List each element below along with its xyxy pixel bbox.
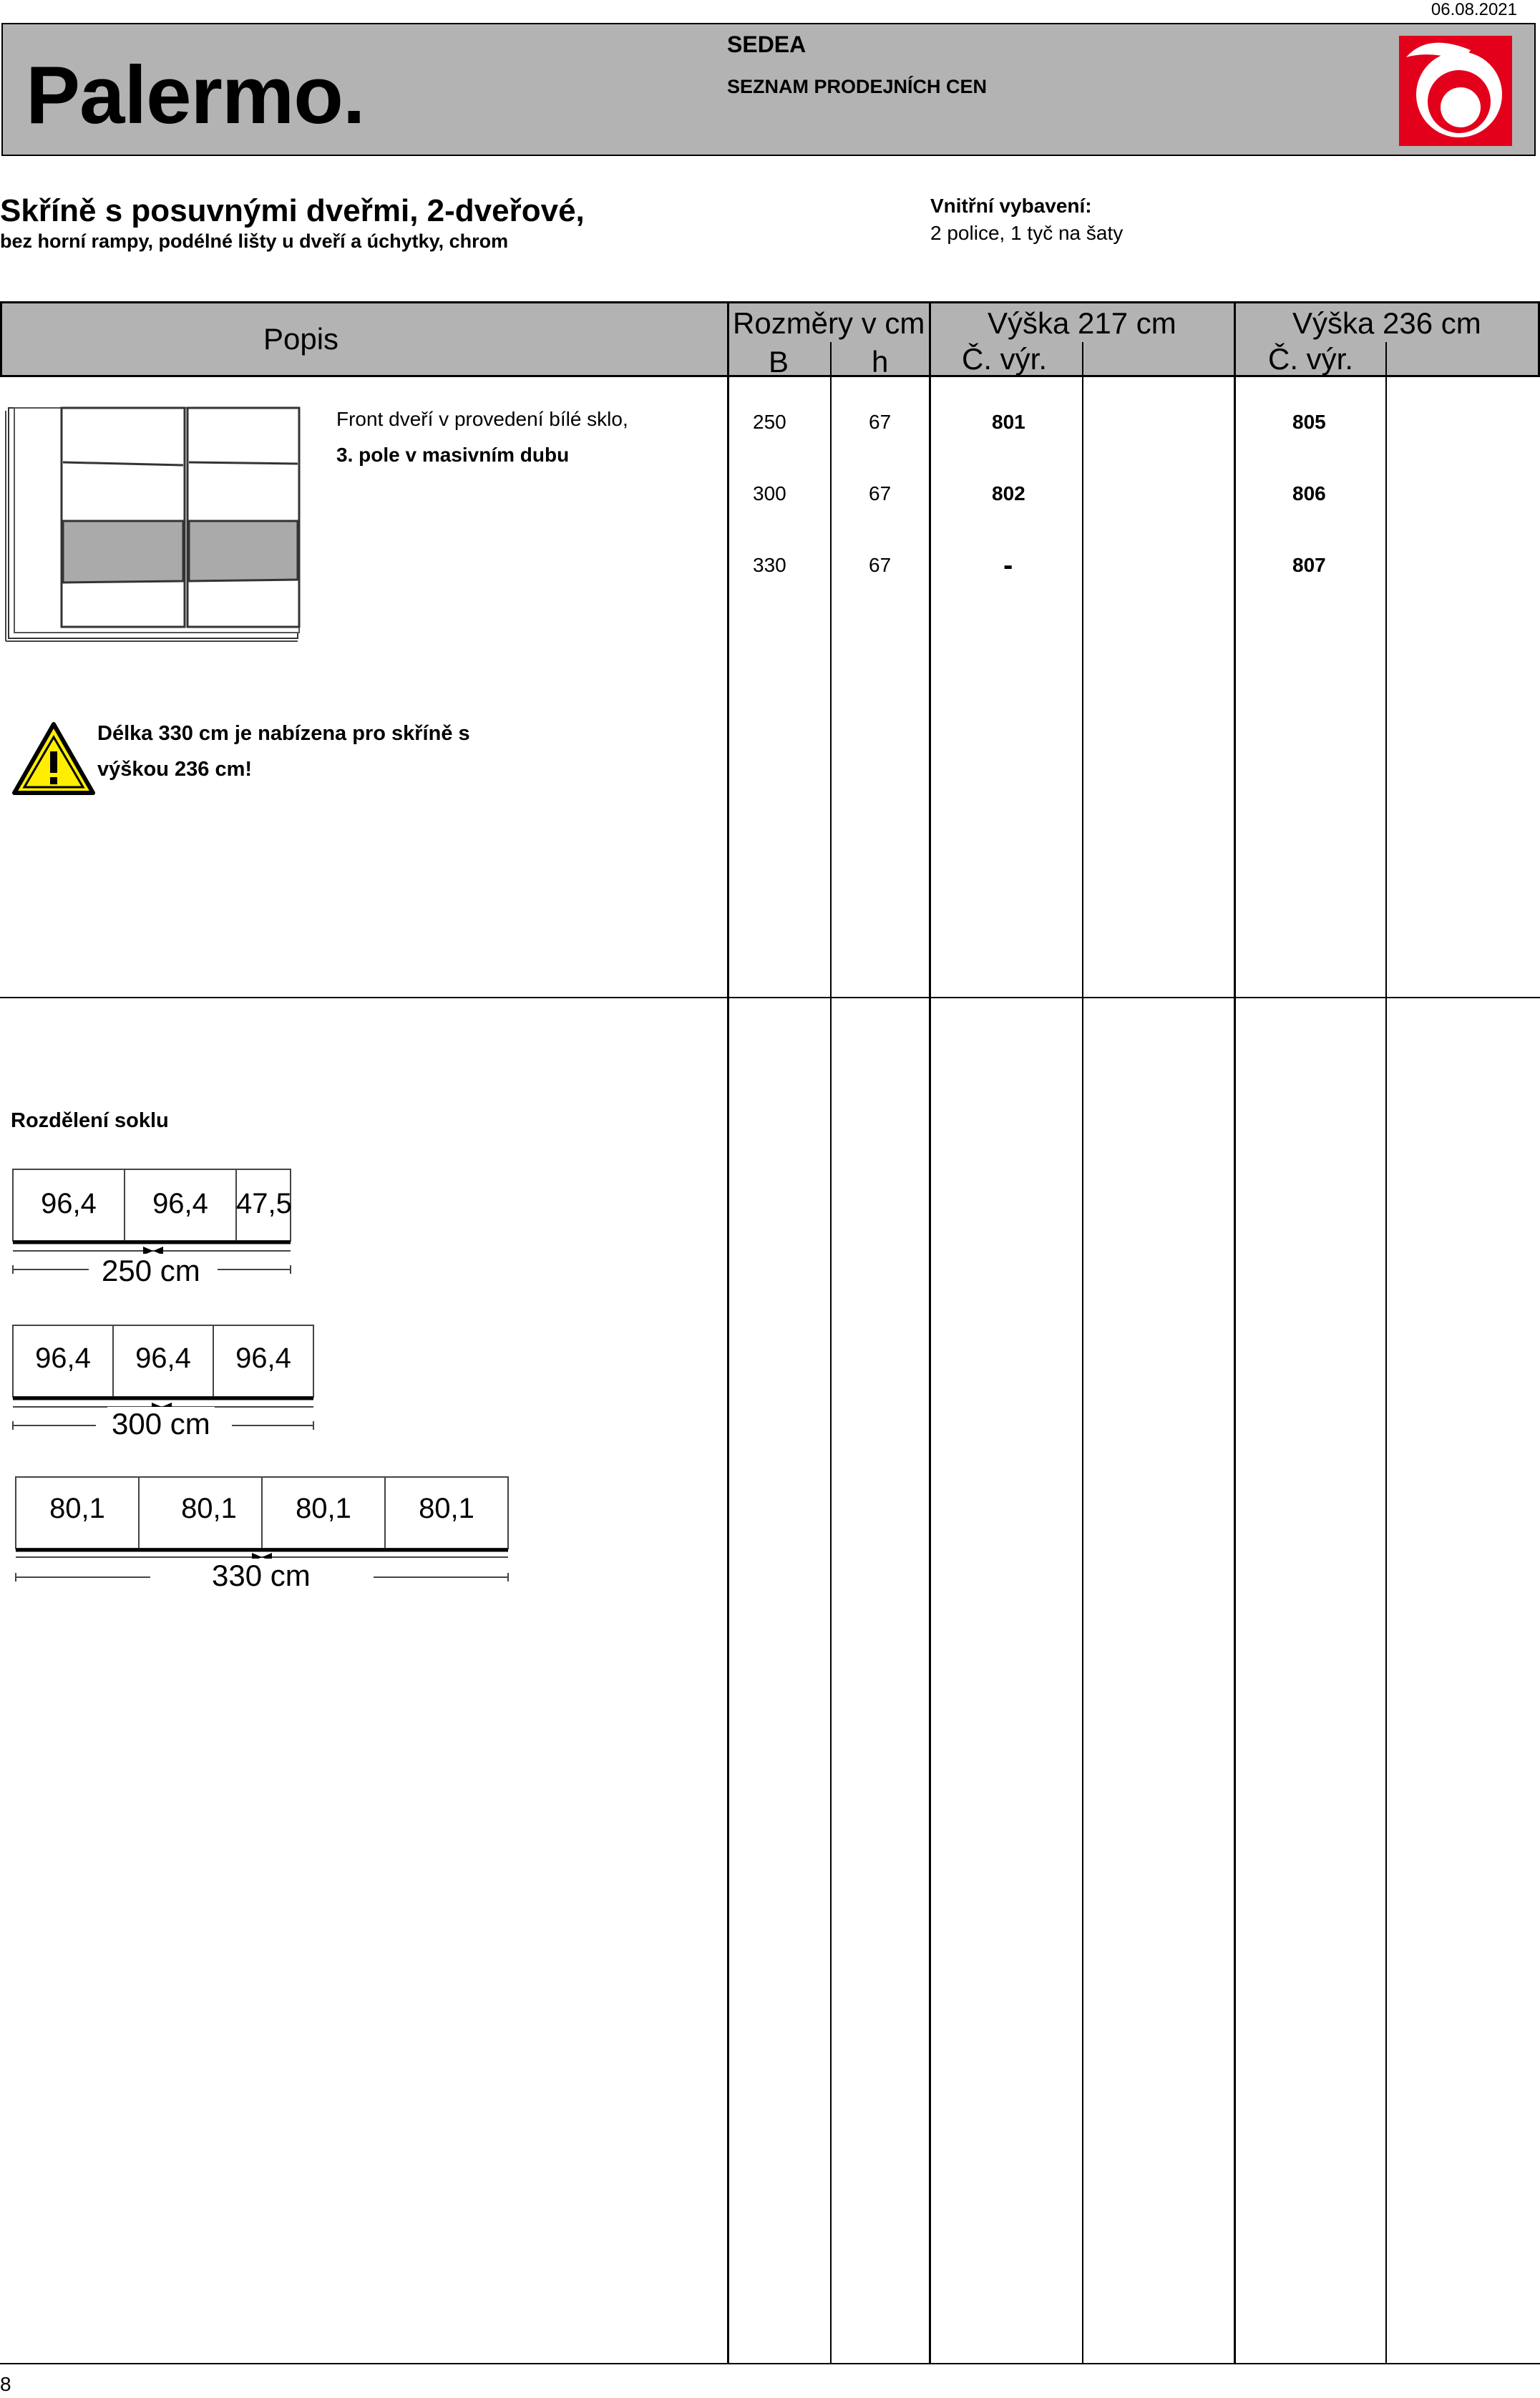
- col-divider-desc: [727, 301, 729, 2364]
- plinth-segment: 96,4: [152, 1188, 208, 1219]
- plinth-segment: 96,4: [35, 1342, 91, 1374]
- plinth-segment: 96,4: [41, 1188, 97, 1219]
- product-title: Skříně s posuvnými dveřmi, 2-dveřové,: [0, 193, 585, 228]
- equipment-label: Vnitřní vybavení:: [930, 195, 1092, 217]
- header-description: Popis: [263, 322, 339, 356]
- col-divider-217: [1082, 342, 1083, 2364]
- plinth-segment: 80,1: [419, 1493, 474, 1524]
- col-divider-236: [1385, 342, 1387, 2364]
- table-bottom-line: [0, 2363, 1540, 2364]
- description-line-1: Front dveří v provedení bílé sklo,: [336, 408, 628, 430]
- header-article-217: Č. výr.: [962, 342, 1048, 376]
- header-article-236: Č. výr.: [1268, 342, 1354, 376]
- header-height-236: Výška 236 cm: [1292, 306, 1481, 340]
- col-divider-bh: [830, 342, 832, 2364]
- col-divider-heights: [1234, 301, 1236, 2364]
- document-type: SEZNAM PRODEJNÍCH CEN: [727, 76, 988, 97]
- table-top-line: [0, 301, 1540, 303]
- company-name: SEDEA: [727, 31, 806, 57]
- row-width: 300: [753, 482, 786, 505]
- row-article-236: 805: [1292, 411, 1326, 433]
- brand-title: Palermo.: [26, 50, 365, 141]
- plinth-segment: 47,5: [236, 1188, 292, 1219]
- plinth-segment: 96,4: [135, 1342, 191, 1374]
- row-depth: 67: [869, 411, 892, 433]
- row-article-236: 806: [1292, 482, 1326, 505]
- table-section-line: [0, 997, 1540, 998]
- plinth-segment: 80,1: [181, 1493, 237, 1524]
- header-depth: h: [872, 345, 889, 379]
- plinth-segment: 80,1: [296, 1493, 351, 1524]
- wardrobe-illustration: [3, 402, 303, 645]
- row-article-236: 807: [1292, 554, 1326, 576]
- equipment-value: 2 police, 1 tyč na šaty: [930, 222, 1124, 244]
- row-article-217: 801: [992, 411, 1025, 433]
- header-height-217: Výška 217 cm: [988, 306, 1176, 340]
- row-width: 250: [753, 411, 786, 433]
- header-width: B: [769, 345, 789, 379]
- row-width: 330: [753, 554, 786, 576]
- plinth-total-length: 300 cm: [107, 1407, 215, 1441]
- row-article-217: 802: [992, 482, 1025, 505]
- page-number: 8: [0, 2373, 11, 2395]
- plinth-total-length: 250 cm: [97, 1254, 205, 1288]
- warning-icon: [11, 721, 96, 796]
- header-dimensions: Rozměry v cm: [733, 306, 925, 340]
- row-article-217: -: [1003, 550, 1013, 581]
- row-depth: 67: [869, 482, 892, 505]
- col-divider-dims: [929, 301, 931, 2364]
- sedea-logo-icon: [1399, 36, 1512, 146]
- plinth-total-length: 330 cm: [208, 1559, 315, 1593]
- table-left-border: [0, 301, 2, 377]
- plinth-segment: 80,1: [49, 1493, 105, 1524]
- plinth-title: Rozdělení soklu: [11, 1109, 169, 1132]
- product-subtitle: bez horní rampy, podélné lišty u dveří a úchytky, chrom: [0, 230, 509, 252]
- document-date: 06.08.2021: [1431, 0, 1517, 19]
- row-depth: 67: [869, 554, 892, 576]
- warning-text: Délka 330 cm je nabízena pro skříně s výškou 236 cm!: [97, 722, 470, 781]
- description-line-2: 3. pole v masivním dubu: [336, 444, 570, 466]
- plinth-segment: 96,4: [235, 1342, 291, 1374]
